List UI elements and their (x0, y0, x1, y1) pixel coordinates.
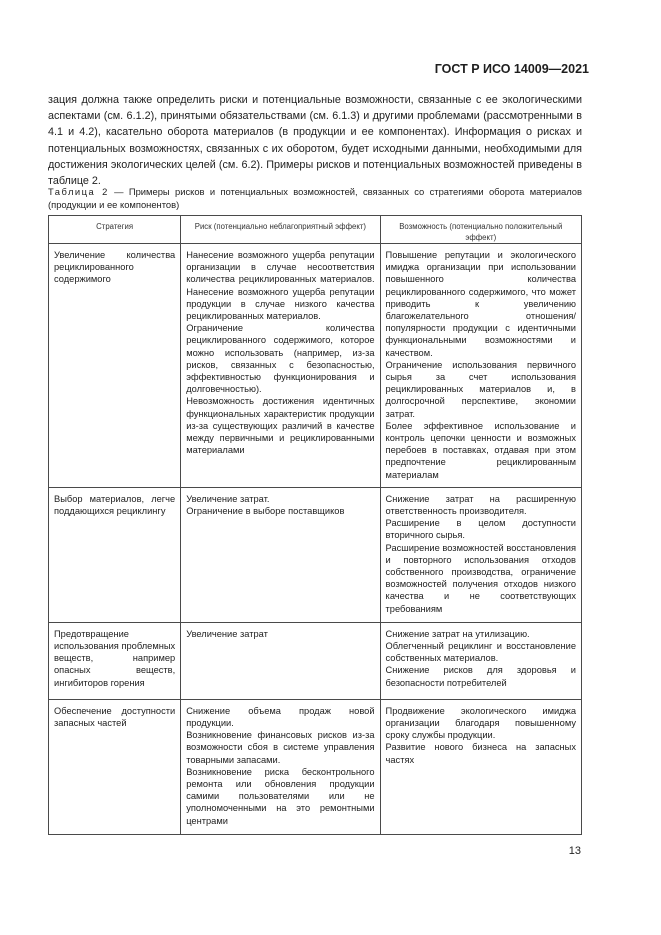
risk-cell (181, 244, 380, 488)
opportunity-item: Расширение возможностей восстановления и повторного использования отходов собственного производства, ограничение возможностей получения отходов низкого качества и не соответствующих требованиям (385, 542, 576, 614)
opportunity-item: Расширение в целом доступности вторичного сырья. (385, 518, 576, 541)
strategy-cell: Увеличение количества рециклированного содержимого (49, 244, 181, 488)
opportunity-cell (380, 622, 581, 699)
table-header-row (49, 216, 582, 244)
opportunity-item: Более эффективное использование и контроль цепочки ценности и возможных перебоев в поставках, отдавая при этом предпочтение рециклированным материалам (385, 420, 576, 480)
table-row (49, 699, 582, 834)
table-caption-label: Таблица 2 (48, 186, 109, 197)
risk-item: Ограничение в выборе поставщиков (186, 506, 345, 517)
header-opportunity: Возможность (потенциально положительный эффект) (380, 216, 581, 244)
risk-item: Снижение объема продаж новой продукции. (186, 705, 375, 729)
document-code: ГОСТ Р ИСО 14009—2021 (434, 62, 589, 76)
strategy-cell: Обеспечение доступности запасных частей (49, 699, 181, 834)
strategy-cell: Выбор материалов, легче поддающихся рециклингу (49, 487, 181, 622)
risk-item: Невозможность достижения идентичных функциональных характеристик продукции из-за существующих различий в качестве между первичными и рециклированными материалами (186, 396, 375, 456)
table-caption (48, 185, 582, 211)
header-strategy: Стратегия (49, 216, 181, 244)
page-number: 13 (568, 845, 581, 857)
risk-item: Возникновение риска бесконтрольного ремонта или обновления продукции самими пользователями или не уполномоченными на это ремонтными центрами (186, 766, 375, 826)
table-row (49, 487, 582, 622)
risk-cell (181, 487, 380, 622)
risk-item: Увеличение затрат. (186, 493, 270, 504)
strategy-cell: Предотвращение использования проблемных веществ, например опасных веществ, ингибиторов горения (49, 622, 181, 699)
opportunity-item: Развитие нового бизнеса на запасных частях (385, 742, 576, 765)
header-risk: Риск (потенциально неблагоприятный эффект) (181, 216, 380, 244)
strategies-table (48, 215, 582, 835)
table-row (49, 622, 582, 699)
opportunity-cell (380, 699, 581, 834)
opportunity-cell (380, 244, 581, 488)
risk-item: Нанесение возможного ущерба репутации организации в случае несоответствия количества рециклированных материалов. Нанесение возможного ущерба репутации продукции в случае низкого качества рециклированных материалов. (186, 250, 375, 322)
risk-item: Возникновение финансовых рисков из-за возможности сбоя в системе управления товарными запасами. (186, 730, 375, 765)
opportunity-item: Продвижение экологического имиджа организации благодаря повышенному сроку службы продукции. (385, 705, 576, 741)
opportunity-item: Повышение репутации и экологического имиджа организации при использовании повышенного количества рециклированного содержимого, что может приводить к увеличению благожелательного отношения/популярности продукции с идентичными функциональными возможностями и качеством. (385, 250, 576, 358)
opportunity-item: Ограничение использования первичного сырья за счет использования рециклированных материалов и, в долгосрочной перспективе, экономии затрат. (385, 359, 576, 419)
risk-item: Увеличение затрат (186, 628, 268, 639)
intro-text: зация должна также определить риски и потенциальные возможности, связанные с ее экологическими аспектами (см. 6.1.2), принятыми обязательствами (см. 6.1.3) и другими проблемами (рассмотренными в 4.1 и 4.2), касательно оборота материалов (в продукции и ее компонентах). Информация о рисках и потенциальных возможностях, связанных с их оборотом, будет исходными данными, необходимыми для достижения экологических целей (см. 6.2). Примеры рисков и потенциальных возможностей приведены в таблице 2. (48, 94, 582, 188)
opportunity-item: Снижение рисков для здоровья и безопасности потребителей (385, 665, 576, 688)
opportunity-item: Снижение затрат на расширенную ответственность производителя. (385, 493, 576, 517)
table-row (49, 244, 582, 488)
table-caption-text: — Примеры рисков и потенциальных возможностей, связанных со стратегиями оборота материалов (продукции и ее компонентов) (48, 186, 582, 210)
risk-cell (181, 699, 380, 834)
risk-cell (181, 622, 380, 699)
intro-paragraph (48, 92, 582, 189)
risk-item: Ограничение количества рециклированного содержимого, которое можно использовать (например, из-за рисков, связанных с безопасностью, эффективностью функционирования и долговечностью). (186, 323, 375, 395)
opportunity-item: Снижение затрат на утилизацию. (385, 628, 530, 639)
opportunity-cell (380, 487, 581, 622)
opportunity-item: Облегченный рециклинг и восстановление собственных материалов. (385, 641, 576, 664)
